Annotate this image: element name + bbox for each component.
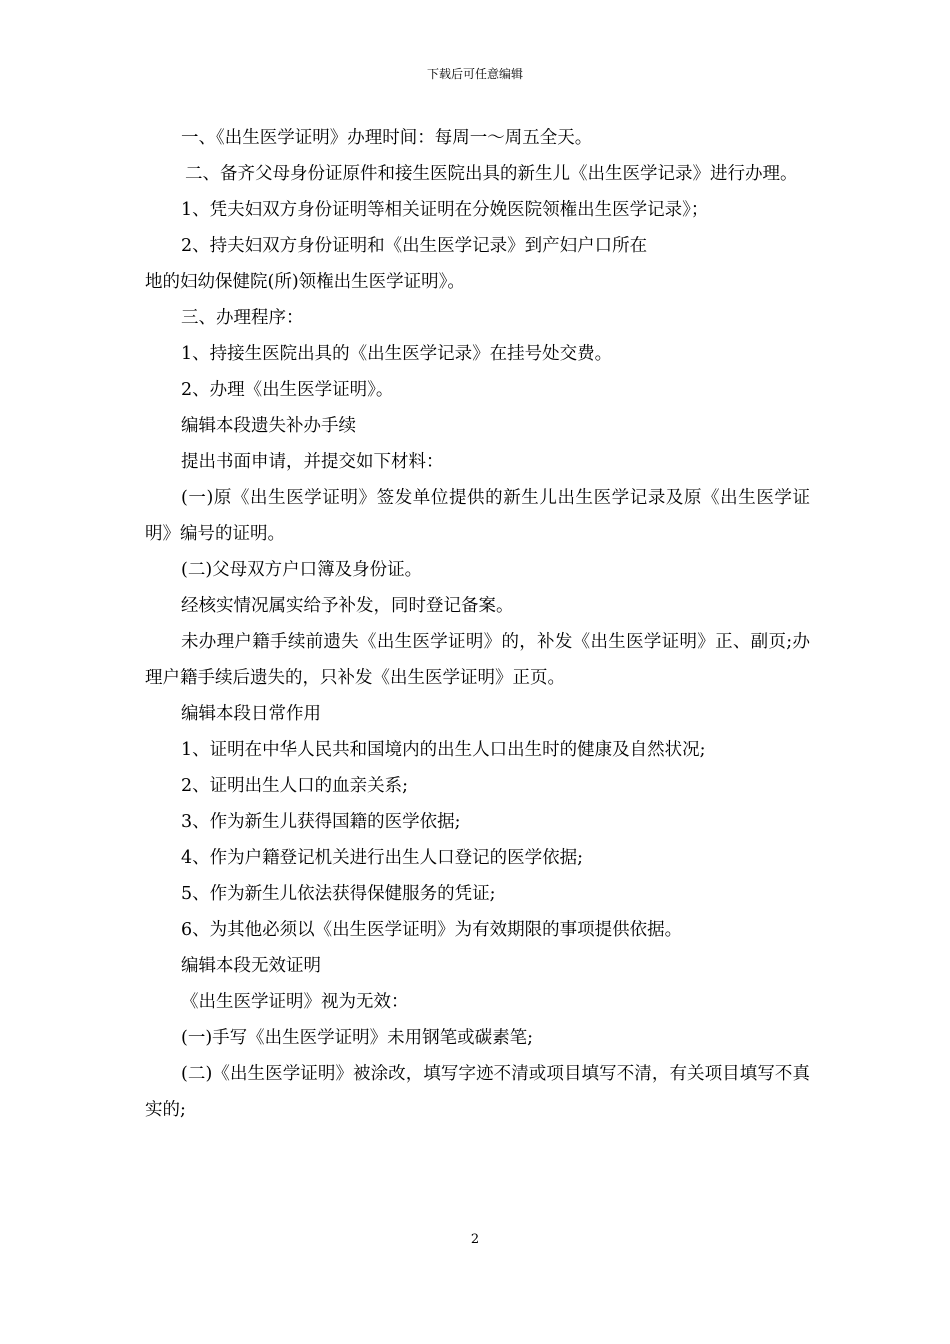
paragraph-invalid-intro: 《出生医学证明》视为无效： — [181, 992, 409, 1012]
page-number: 2 — [470, 1232, 480, 1247]
paragraph-required-documents: 二、备齐父母身份证原件和接生医院出具的新生儿《出生医学记录》进行办理。 — [185, 164, 798, 184]
paragraph-step-hukou-location: 2、持夫妇双方身份证明和《出生医学记录》到产妇户口所在 — [181, 236, 648, 256]
paragraph-step-maternity-clinic: 地的妇幼保健院(所)领権出生医学证明》。 — [145, 272, 465, 292]
paragraph-procedure-fee: 1、持接生医院出具的《出生医学记录》在挂号处交费。 — [181, 344, 613, 364]
paragraph-use-four: 4、作为户籍登记机关进行出生人口登记的医学依据; — [181, 848, 584, 868]
paragraph-use-three: 3、作为新生儿获得国籍的医学依据; — [181, 812, 461, 832]
document-body — [145, 120, 810, 1128]
paragraph-procedure-issue: 2、办理《出生医学证明》。 — [181, 380, 394, 400]
paragraph-use-six: 6、为其他必须以《出生医学证明》为有效期限的事项提供依据。 — [181, 920, 683, 940]
page-header: 下载后可任意编辑 — [426, 67, 523, 81]
paragraph-reissue-rules: 未办理户籍手续前遗失《出生医学证明》的，补发《出生医学证明》正、副页;办理户籍手续后遗失的，只补发《出生医学证明》正页。 — [145, 632, 810, 688]
paragraph-office-hours: 一、《出生医学证明》办理时间：每周一～周五全天。 — [181, 128, 593, 148]
paragraph-use-five: 5、作为新生儿依法获得保健服务的凭证; — [181, 884, 496, 904]
paragraph-step-hospital-record: 1、凭夫妇双方身份证明等相关证明在分娩医院领権出生医学记录》； — [181, 200, 709, 220]
section-heading-procedure: 三、办理程序： — [181, 308, 304, 328]
paragraph-invalid-one: (一)手写《出生医学证明》未用钢笔或碳素笔; — [181, 1028, 534, 1048]
paragraph-material-one: (一)原《出生医学证明》签发单位提供的新生儿出生医学记录及原《出生医学证明》编号的证明。 — [145, 488, 810, 544]
paragraph-written-application: 提出书面申请，并提交如下材料： — [181, 452, 444, 472]
section-heading-invalid: 编辑本段无效证明 — [181, 956, 321, 976]
paragraph-invalid-two: (二)《出生医学证明》被涂改，填写字迹不清或项目填写不清，有关项目填写不真实的; — [145, 1064, 810, 1120]
paragraph-material-two: (二)父母双方户口簿及身份证。 — [181, 560, 423, 580]
section-heading-lost-reissue: 编辑本段遗失补办手续 — [181, 416, 356, 436]
paragraph-use-one: 1、证明在中华人民共和国境内的出生人口出生时的健康及自然状况; — [181, 740, 706, 760]
paragraph-verification: 经核实情况属实给予补发，同时登记备案。 — [181, 596, 514, 616]
section-heading-daily-use: 编辑本段日常作用 — [181, 704, 321, 724]
paragraph-use-two: 2、证明出生人口的血亲关系; — [181, 776, 409, 796]
